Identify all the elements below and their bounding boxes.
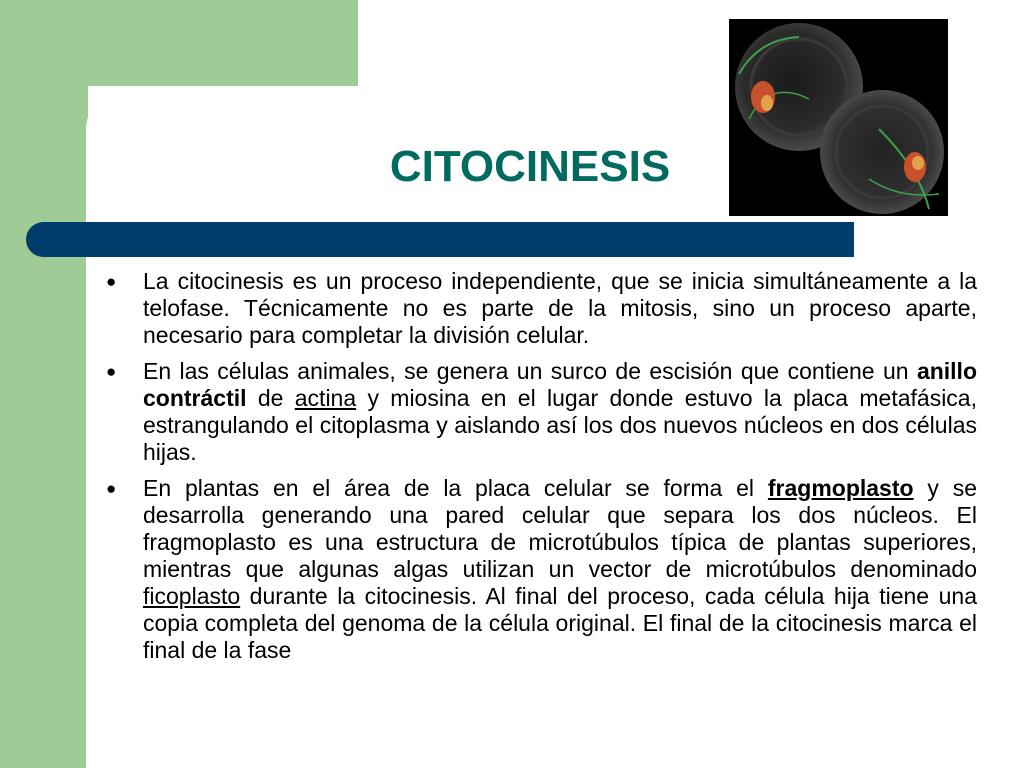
dividing-cells-image [729, 19, 948, 216]
link-ficoplasto[interactable]: ficoplasto [143, 583, 241, 609]
green-top-band [0, 0, 358, 86]
green-side-band [0, 0, 88, 768]
bullet-icon: ● [106, 272, 117, 291]
bullet-icon: ● [106, 362, 117, 381]
list-item [105, 475, 977, 664]
title-divider-bar [26, 222, 854, 257]
paragraph-text: y se desarrolla generando una pared celular que separa los dos núcleos. El fragmoplasto es una estructura de microtúbulos típica de plantas superiores, mientras que algunas algas utilizan un vector de microtúbulos denominado [143, 475, 977, 582]
paragraph-text: En las células animales, se genera un surco de escisión que contiene un [143, 358, 917, 384]
upper-chromosomes-highlight [761, 95, 773, 111]
paragraph-text: de [246, 385, 295, 411]
list-item [105, 268, 977, 349]
dividing-cells-illustration [729, 19, 948, 216]
bullet-icon: ● [106, 479, 117, 498]
paragraph-text: En plantas en el área de la placa celular se forma el [143, 475, 768, 501]
slide-title: CITOCINESIS [389, 142, 671, 191]
bullet-list [105, 268, 977, 673]
paragraph-text: durante la citocinesis. Al final del proceso, cada célula hija tiene una copia completa del genoma de la célula original. El final de la citocinesis marca el final de la fase [143, 583, 977, 663]
paragraph-text: La citocinesis es un proceso independiente, que se inicia simultáneamente a la telofase. Técnicamente no es parte de la mitosis, sino un proceso aparte, necesario para completar la división celular. [143, 268, 977, 348]
list-item [105, 358, 977, 466]
link-actina[interactable]: actina [294, 385, 357, 411]
bold-term: anillo contráctil [143, 358, 977, 411]
link-fragmoplasto[interactable]: fragmoplasto [767, 475, 914, 501]
paragraph-text: y miosina en el lugar donde estuvo la placa metafásica, estrangulando el citoplasma y aislando así los dos nuevos núcleos en dos células hijas. [143, 385, 977, 465]
lower-chromosomes-highlight [912, 156, 924, 170]
